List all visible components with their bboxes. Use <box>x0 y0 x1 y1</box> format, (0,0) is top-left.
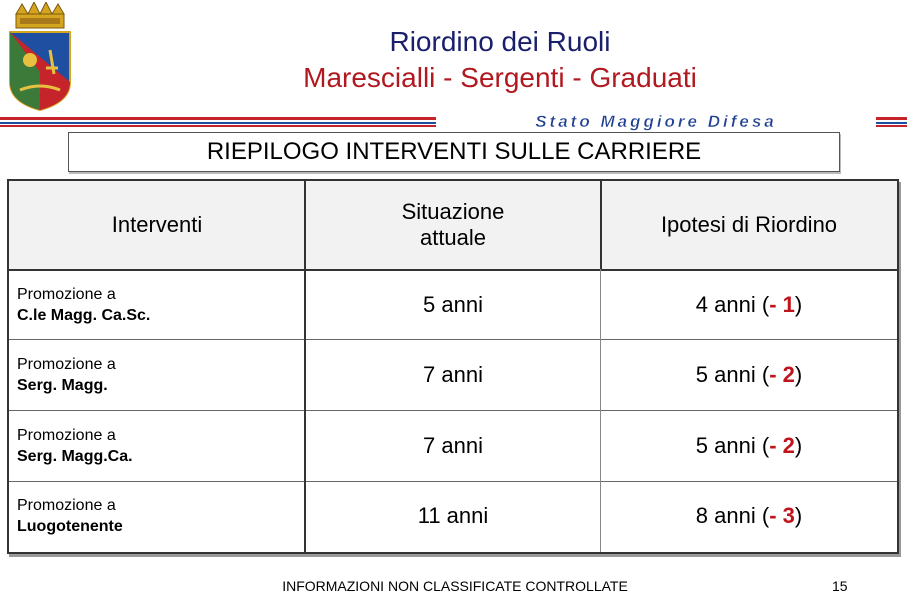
column-header-situazione: Situazione attuale <box>305 181 601 269</box>
table-row <box>9 482 897 550</box>
current-value: 7 anni <box>423 433 483 458</box>
proposed-delta: - 1 <box>769 292 795 317</box>
proposed-delta: - 2 <box>769 362 795 387</box>
summary-table <box>7 179 899 554</box>
proposed-base: 4 anni ( <box>695 292 770 317</box>
row-label-line1: Promozione a <box>17 497 116 514</box>
current-value: 5 anni <box>423 292 483 317</box>
row-label-line1: Promozione a <box>17 427 116 444</box>
banner-text: Stato Maggiore Difesa <box>535 113 777 131</box>
section-title: RIEPILOGO INTERVENTI SULLE CARRIERE <box>68 132 840 172</box>
proposed-end: ) <box>794 292 803 317</box>
proposed-end: ) <box>794 433 803 458</box>
proposed-delta: - 3 <box>769 503 795 528</box>
proposed-value <box>601 271 897 339</box>
proposed-value <box>601 411 897 481</box>
classification-footer: INFORMAZIONI NON CLASSIFICATE CONTROLLATE <box>282 578 628 594</box>
row-label-line2: C.le Magg. Ca.Sc. <box>17 307 151 324</box>
proposed-value <box>601 340 897 410</box>
proposed-base: 5 anni ( <box>695 433 770 458</box>
column-header-interventi: Interventi <box>9 181 305 269</box>
column-header-ipotesi: Ipotesi di Riordino <box>601 181 897 269</box>
current-value: 11 anni <box>417 503 489 528</box>
proposed-value <box>601 482 897 550</box>
proposed-delta: - 2 <box>769 433 795 458</box>
row-label-line2: Serg. Magg. <box>17 377 108 394</box>
proposed-end: ) <box>794 503 803 528</box>
row-label <box>9 340 305 410</box>
row-label-line2: Serg. Magg.Ca. <box>17 448 133 465</box>
coat-of-arms-emblem-icon <box>6 2 74 112</box>
proposed-base: 5 anni ( <box>695 362 770 387</box>
row-label <box>9 271 305 339</box>
page-subtitle: Marescialli - Sergenti - Graduati <box>303 62 697 93</box>
column-divider <box>600 181 602 269</box>
current-value: 7 anni <box>423 362 483 387</box>
column-divider <box>304 181 306 552</box>
column-divider <box>600 269 601 552</box>
row-label-line1: Promozione a <box>17 286 116 303</box>
page-title: Riordino dei Ruoli <box>389 26 611 57</box>
row-label <box>9 482 305 550</box>
table-row <box>9 411 897 481</box>
row-label-line2: Luogotenente <box>17 518 123 535</box>
proposed-end: ) <box>794 362 803 387</box>
proposed-base: 8 anni ( <box>695 503 770 528</box>
table-header-row <box>9 181 897 269</box>
table-row <box>9 271 897 339</box>
page-number: 15 <box>832 578 848 594</box>
table-row <box>9 340 897 410</box>
row-label-line1: Promozione a <box>17 356 116 373</box>
row-label <box>9 411 305 481</box>
header-banner <box>0 113 907 131</box>
